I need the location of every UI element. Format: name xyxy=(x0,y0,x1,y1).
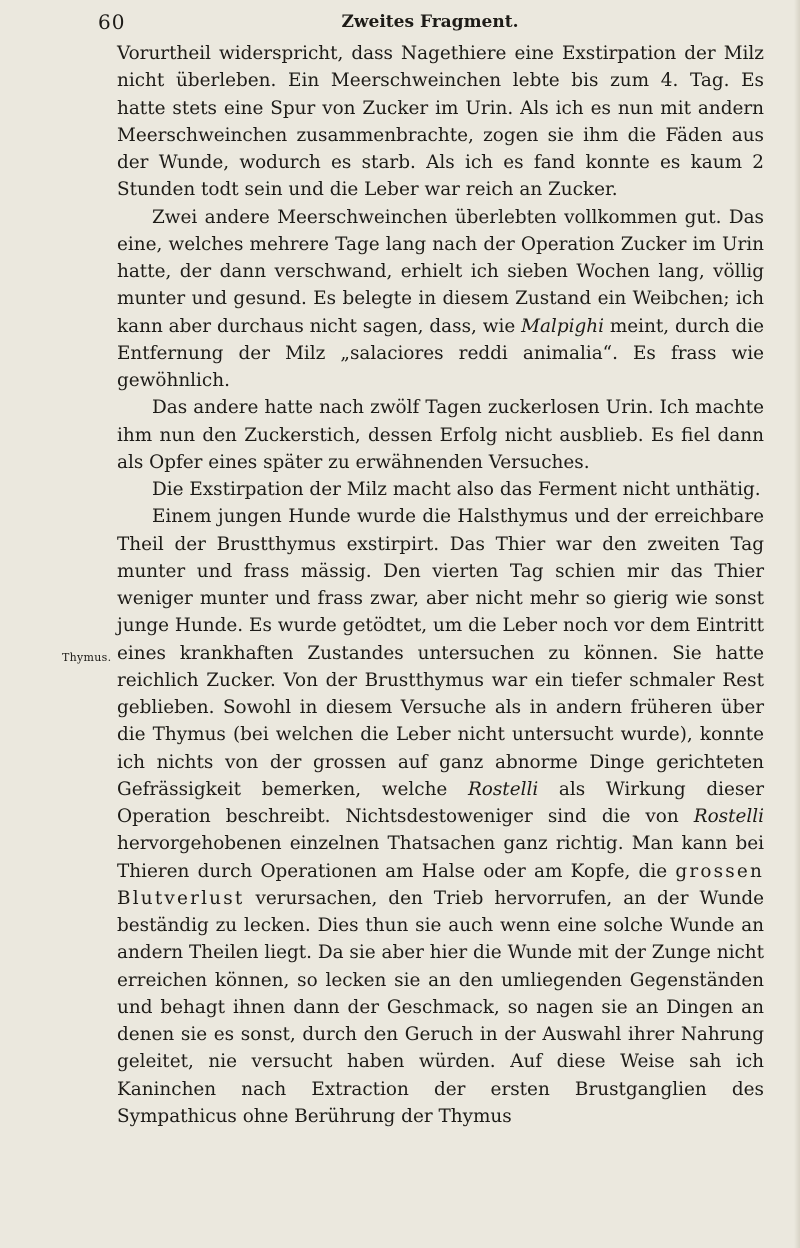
paragraph-text: meint, durch die Entfernung der Milz „salaciores reddi animalia“. Es frass wie gewöhnlich. xyxy=(117,315,764,391)
page-header xyxy=(98,6,762,40)
paragraph-text: Vorurtheil widerspricht, dass Nagethiere eine Exstirpation der Milz nicht überleben. Ein Meerschweinchen lebte bis zum 4. Tag. Es hatte stets eine Spur von Zucker im Urin. Als ich es nun mit andern Meerschweinchen zusammenbrachte, zogen sie ihm die Fäden aus der Wunde, wodurch es starb. Als ich es fand konnte es kaum 2 Stunden todt sein und die Leber war reich an Zucker. xyxy=(117,43,764,201)
margin-note-thymus: Thymus. xyxy=(62,651,112,664)
paragraph-2 xyxy=(117,204,764,395)
author-name-rostelli: Rostelli xyxy=(693,806,764,827)
paragraph-text: als Wirkung dieser Operation beschreibt. Nichtsdestoweniger sind die von xyxy=(117,778,764,827)
author-name-rostelli: Rostelli xyxy=(467,778,539,800)
page-number: 60 xyxy=(98,10,126,34)
paragraph-text: verursachen, den Trieb hervorrufen, an der Wunde beständig zu lecken. Dies thun sie auch wenn eine solche Wunde an andern Theilen liegt. Da sie aber hier die Wunde mit der Zunge nicht erreichen können, so lecken sie an den umliegenden Gegenständen und behagt ihnen dann der Geschmack, so nagen sie an Dingen an denen sie es sonst, durch den Geruch in der Auswahl ihrer Nahrung geleitet, nie versucht haben würden. Auf diese Weise sah ich Kaninchen nach Extraction der ersten Brustganglien des Sympathicus ohne Berührung der Thymus xyxy=(117,887,764,1127)
spaced-emphasis: grossen Blutverlust xyxy=(117,860,764,909)
paragraph-1 xyxy=(117,40,764,204)
paragraph-5 xyxy=(117,503,764,1130)
paragraph-3 xyxy=(117,394,764,476)
running-head: Zweites Fragment. xyxy=(341,12,519,32)
paragraph-text: Einem jungen Hunde wurde die Halsthymus und der erreichbare Theil der Brustthymus exstirpirt. Das Thier war den zweiten Tag munter und frass mässig. Den vierten Tag schien mir das Thier weniger munter und frass zwar, aber nicht mehr so gierig wie sonst junge Hunde. Es wurde getödtet, um die Leber noch vor dem Eintritt eines krankhaften Zustandes untersuchen zu können. Sie hatte reichlich Zucker. Von der Brustthymus war ein tiefer schmaler Rest geblieben. Sowohl in diesem Versuche als in andern früheren über die Thymus (bei welchen die Leber nicht untersucht wurde), konnte ich nichts von der grossen auf ganz abnorme Dinge gerichteten Gefrässigkeit bemerken, welche xyxy=(117,506,764,800)
page-edge-shadow xyxy=(794,0,800,1248)
paragraph-4 xyxy=(117,476,764,503)
paragraph-text: Das andere hatte nach zwölf Tagen zuckerlosen Urin. Ich machte ihm nun den Zuckerstich, dessen Erfolg nicht ausblieb. Es fiel dann als Opfer eines später zu erwähnenden Versuches. xyxy=(117,397,764,473)
body-text xyxy=(117,40,764,1130)
paragraph-text: Zwei andere Meerschweinchen überlebten vollkommen gut. Das eine, welches mehrere Tage lang nach der Operation Zucker im Urin hatte, der dann verschwand, erhielt ich sieben Wochen lang, völlig munter und gesund. Es belegte in diesem Zustand ein Weibchen; ich kann aber durchaus nicht sagen, dass, wie xyxy=(117,206,764,337)
paragraph-text: hervorgehobenen einzelnen Thatsachen ganz richtig. Man kann bei Thieren durch Operationen am Halse oder am Kopfe, die xyxy=(117,833,764,882)
author-name-malpighi: Malpighi xyxy=(521,315,604,337)
paragraph-text: Die Exstirpation der Milz macht also das Ferment nicht unthätig. xyxy=(152,479,761,500)
